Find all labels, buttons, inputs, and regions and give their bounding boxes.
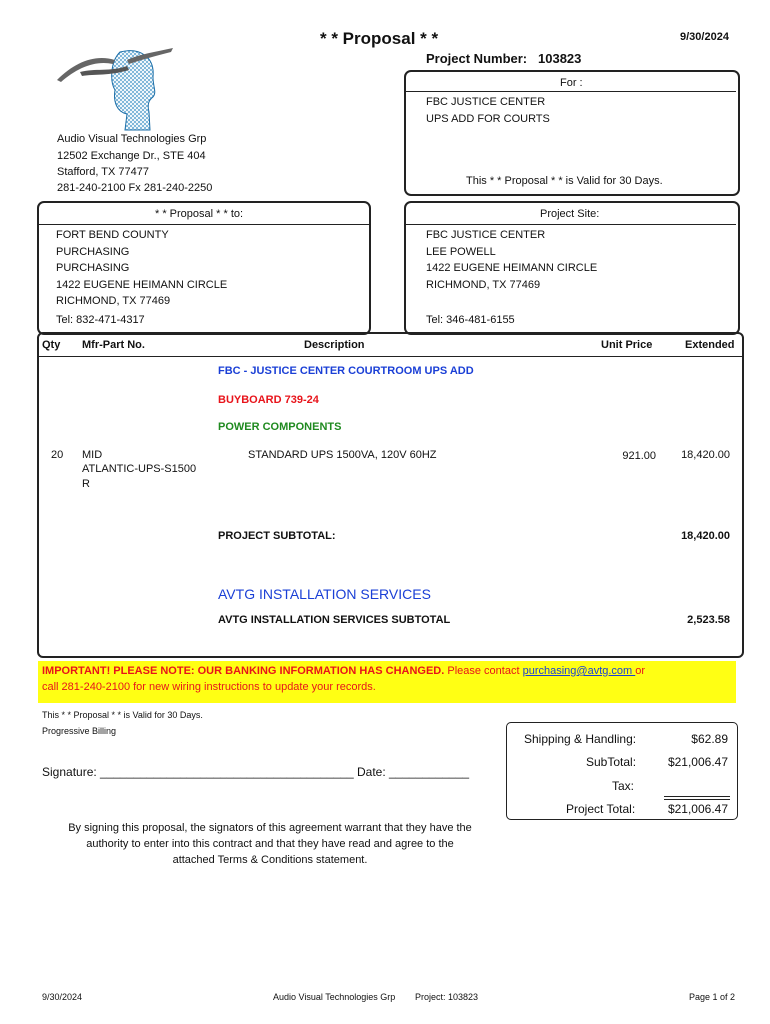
- header-unit: Unit Price: [601, 339, 653, 351]
- project-subtotal: 18,420.00: [681, 530, 730, 542]
- signature-line: Signature: ______________________________________ Date: ____________: [42, 765, 470, 779]
- proposal-to-divider: [39, 224, 369, 225]
- item-qty: 20: [51, 449, 64, 461]
- company-address2: Stafford, TX 77477: [57, 166, 149, 178]
- footer-date: 9/30/2024: [42, 992, 83, 1002]
- for-box-divider: [406, 91, 736, 92]
- header-qty: Qty: [42, 339, 61, 351]
- item-unit-price: 921.00: [622, 450, 656, 462]
- item-part-line2: R: [82, 478, 90, 490]
- project-site-line: LEE POWELL: [426, 246, 496, 258]
- install-subtotal-label: AVTG INSTALLATION SERVICES SUBTOTAL: [218, 614, 451, 626]
- subtotal-value: $21,006.47: [667, 755, 728, 769]
- item-desc: STANDARD UPS 1500VA, 120V 60HZ: [248, 449, 437, 461]
- notice-bold: IMPORTANT! PLEASE NOTE: OUR BANKING INFORMATION HAS CHANGED.: [42, 665, 445, 677]
- header-desc: Description: [304, 339, 365, 351]
- company-logo: [55, 42, 175, 132]
- project-site-tel: Tel: 346-481-6155: [426, 314, 515, 326]
- proposal-title: * * Proposal * *: [320, 29, 439, 48]
- project-number-label: Project Number:: [426, 51, 528, 66]
- notice-text2: or: [635, 665, 646, 677]
- power-components-label: POWER COMPONENTS: [218, 421, 342, 433]
- for-label: For :: [560, 77, 583, 89]
- proposal-to-tel: Tel: 832-471-4317: [56, 314, 145, 326]
- project-total-label: Project Total:: [566, 802, 636, 816]
- project-subtotal-label: PROJECT SUBTOTAL:: [218, 530, 336, 542]
- notice-line1: [42, 665, 645, 677]
- subtotal-label: SubTotal:: [586, 755, 637, 769]
- header-part: Mfr-Part No.: [82, 339, 145, 351]
- project-site-label: Project Site:: [540, 208, 600, 220]
- agreement-text: [40, 820, 500, 868]
- footer-company: Audio Visual Technologies Grp: [273, 992, 396, 1002]
- proposal-to-line: PURCHASING: [56, 246, 130, 258]
- for-line2: UPS ADD FOR COURTS: [426, 113, 550, 125]
- agreement-line: By signing this proposal, the signators of this agreement warrant that they have the: [68, 822, 472, 834]
- proposal-to-line: FORT BEND COUNTY: [56, 229, 169, 241]
- project-number: 103823: [538, 51, 582, 66]
- notice-email-link[interactable]: purchasing@avtg.com: [522, 665, 636, 677]
- for-line1: FBC JUSTICE CENTER: [426, 96, 546, 108]
- company-address1: 12502 Exchange Dr., STE 404: [57, 150, 206, 162]
- valid-note: This * * Proposal * * is Valid for 30 Days.: [42, 710, 203, 720]
- project-site-divider: [406, 224, 736, 225]
- footer-project: Project: 103823: [415, 992, 479, 1002]
- project-site-line: FBC JUSTICE CENTER: [426, 229, 546, 241]
- company-name: Audio Visual Technologies Grp: [57, 133, 207, 145]
- billing-note: Progressive Billing: [42, 726, 117, 736]
- proposal-to-line: 1422 EUGENE HEIMANN CIRCLE: [56, 279, 228, 291]
- company-phone: 281-240-2100 Fx 281-240-2250: [57, 182, 213, 194]
- notice-line2: call 281-240-2100 for new wiring instructions to update your records.: [42, 681, 376, 693]
- items-table: [37, 332, 744, 658]
- footer-page: Page 1 of 2: [689, 992, 736, 1002]
- project-site-line: RICHMOND, TX 77469: [426, 279, 541, 291]
- item-mfr: MID: [82, 449, 103, 461]
- table-header-divider: [39, 356, 742, 357]
- shipping-label: Shipping & Handling:: [524, 732, 637, 746]
- agreement-line: attached Terms & Conditions statement.: [172, 854, 368, 866]
- buyboard-label: BUYBOARD 739-24: [218, 394, 319, 406]
- install-title: AVTG INSTALLATION SERVICES: [218, 586, 431, 602]
- shipping-value: $62.89: [691, 732, 728, 746]
- item-part-line1: ATLANTIC-UPS-S1500: [82, 463, 197, 475]
- notice-text1: Please contact: [444, 665, 523, 677]
- tax-label: Tax:: [612, 779, 635, 793]
- total-rule-2: [664, 799, 730, 800]
- item-extended: 18,420.00: [681, 449, 730, 461]
- header-ext: Extended: [685, 339, 735, 351]
- section-title: FBC - JUSTICE CENTER COURTROOM UPS ADD: [218, 365, 474, 377]
- agreement-line: authority to enter into this contract and that they have read and agree to the: [86, 838, 454, 850]
- proposal-to-line: RICHMOND, TX 77469: [56, 295, 171, 307]
- project-total-value: $21,006.47: [667, 802, 728, 816]
- for-valid: This * * Proposal * * is Valid for 30 Days.: [466, 175, 663, 187]
- proposal-to-label: * * Proposal * * to:: [155, 208, 244, 220]
- project-site-line: 1422 EUGENE HEIMANN CIRCLE: [426, 262, 598, 274]
- header-date: 9/30/2024: [680, 31, 729, 43]
- proposal-to-line: PURCHASING: [56, 262, 130, 274]
- install-subtotal: 2,523.58: [687, 614, 730, 626]
- total-rule-1: [664, 796, 730, 797]
